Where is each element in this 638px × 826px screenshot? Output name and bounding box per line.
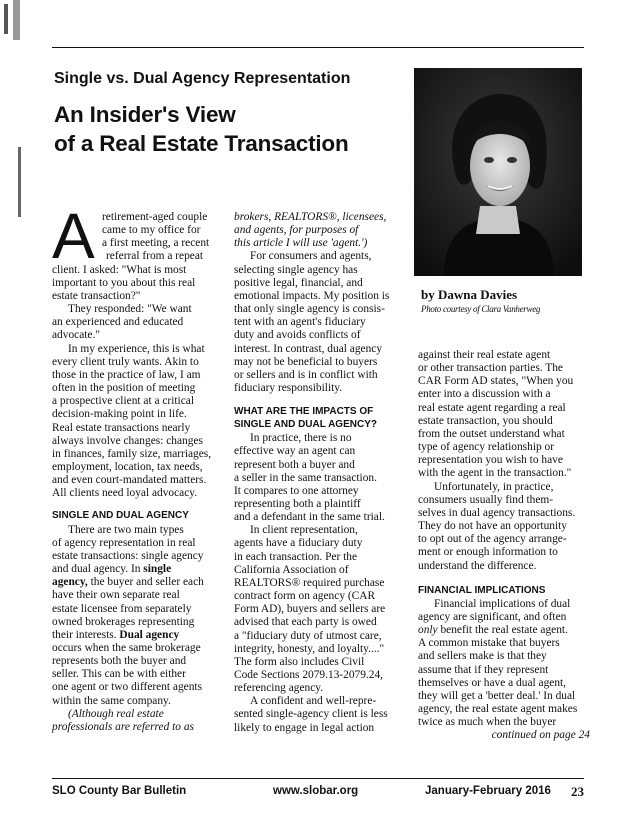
footer-rule — [52, 778, 584, 779]
text-line: important to you about this real — [52, 276, 196, 289]
text-line: effective way an agent can — [234, 445, 356, 458]
text-line: they will get a 'better deal.' In dual — [418, 689, 576, 702]
page-number: 23 — [571, 784, 584, 799]
article-kicker: Single vs. Dual Agency Representation — [54, 70, 351, 87]
text-line: representing both a plaintiff — [234, 497, 361, 510]
text-line: and a defendant in the same trial. — [234, 511, 385, 524]
text-line — [418, 624, 590, 637]
headline-line: of a Real Estate Transaction — [54, 131, 349, 156]
text-line: and sellers make is that they — [418, 650, 547, 663]
footer-publication: SLO County Bar Bulletin — [52, 785, 187, 797]
text-line: twice as much when the buyer — [418, 716, 557, 729]
text-line: In client representation, — [250, 524, 358, 537]
author-byline: by Dawna Davies — [421, 287, 518, 302]
text-line: a first meeting, a recent — [102, 237, 210, 250]
section-subhead: FINANCIAL IMPLICATIONS — [418, 584, 546, 596]
text-line: from the outset understand what — [418, 427, 565, 440]
text-line: It compares to one attorney — [234, 484, 359, 497]
text-line: with the agent in the transaction." — [418, 467, 572, 480]
text-line: assume that if they represent — [418, 663, 549, 676]
text-line: agents have a fiduciary duty — [234, 537, 363, 550]
text-line: ment or enough information to — [418, 546, 558, 559]
text-line: or other transaction parties. The — [418, 362, 563, 375]
section-subhead: SINGLE AND DUAL AGENCY — [52, 510, 189, 522]
text-line: They do not have an opportunity — [418, 520, 567, 533]
text-line: selves in dual agency transactions. — [418, 506, 576, 519]
text-line: fiduciary responsibility. — [234, 382, 343, 395]
scan-margin-mark — [4, 4, 8, 34]
text-line: one agent or two different agents — [52, 681, 203, 694]
text-line: this article I will use 'agent.') — [234, 237, 368, 250]
text-line: owned brokerages representing — [52, 615, 195, 628]
text-line: have their own separate real — [52, 589, 180, 602]
text-line: a prospective client at a critical — [52, 395, 194, 408]
text-line: CAR Form AD states, "When you — [418, 375, 574, 388]
text-line: representation you wish to have — [418, 454, 563, 467]
text-line: A confident and well-repre- — [250, 695, 377, 708]
text-line: All clients need loyal advocacy. — [52, 487, 198, 500]
headline-line: An Insider's View — [54, 102, 236, 127]
text-line: In my experience, this is what — [68, 342, 205, 355]
text-line: themselves or have a dual agent, — [418, 676, 567, 689]
text-line: Unfortunately, in practice, — [434, 480, 554, 493]
text-line: Code Sections 2079.13-2079.24, — [234, 669, 384, 681]
text-line: decision-making point in life. — [52, 408, 187, 421]
scan-margin-mark — [13, 0, 20, 40]
text-line: referencing agency. — [234, 682, 324, 695]
text-line: referral from a repeat — [106, 250, 204, 263]
text-line: estate transaction?" — [52, 289, 141, 302]
column-3 — [418, 349, 590, 743]
text-line: retirement-aged couple — [102, 211, 208, 223]
text-line: positive legal, financial, and — [234, 276, 363, 289]
top-rule — [52, 47, 584, 48]
text-line: Financial implications of dual — [434, 597, 571, 610]
text-line: agency are significant, and often — [418, 610, 567, 623]
continued-note: continued on page 24 — [491, 729, 590, 742]
text-line — [52, 576, 224, 589]
column-1 — [52, 211, 224, 734]
text-line: selecting single agency has — [234, 263, 358, 276]
text-line: likely to engage in legal action — [234, 721, 375, 734]
text-line: of agency representation in real — [52, 536, 196, 549]
text-line: (Although real estate — [68, 707, 164, 720]
text-line: those in the practice of law, I am — [52, 368, 201, 381]
text-line: represents both the buyer and — [52, 655, 187, 668]
text-line: a "fiduciary duty of utmost care, — [234, 629, 382, 642]
text-span: benefit the real estate agent. — [437, 624, 568, 637]
text-line: real estate agent regarding a real — [418, 401, 566, 414]
text-line: A common mistake that buyers — [418, 637, 560, 650]
text-line: came to my office for — [102, 224, 201, 237]
column-2 — [234, 211, 406, 735]
text-line: REALTORS® required purchase — [234, 576, 385, 589]
text-line: understand the difference. — [418, 559, 537, 572]
text-line: The form also includes Civil — [234, 655, 365, 668]
text-line: In practice, there is no — [250, 432, 352, 445]
text-line: emotional impacts. My position is — [234, 289, 390, 302]
text-line — [52, 629, 224, 642]
text-line: They responded: "We want — [68, 303, 192, 316]
text-line: or sellers and is in conflict with — [234, 368, 378, 381]
text-line: interest. In contrast, dual agency — [234, 342, 383, 355]
text-line: There are two main types — [68, 523, 184, 536]
italic-term: only — [418, 624, 438, 637]
text-line: in finances, family size, marriages, — [52, 447, 212, 460]
text-line: to opt out of the agency arrange- — [418, 533, 567, 546]
bold-term: single — [143, 563, 172, 576]
text-line — [52, 563, 224, 576]
text-line: California Association of — [234, 563, 349, 576]
text-span: the buyer and seller each — [87, 576, 204, 589]
text-line: estate transaction, you should — [418, 414, 553, 427]
section-subhead: SINGLE AND DUAL AGENCY? — [234, 419, 377, 431]
text-line: represent both a buyer and — [234, 458, 355, 471]
text-line: against their real estate agent — [418, 349, 551, 361]
bold-term: Dual agency — [119, 628, 180, 641]
scan-margin-mark — [18, 147, 21, 217]
bold-term: agency, — [52, 576, 88, 589]
photo-credit: Photo courtesy of Clara Vanherweg — [421, 304, 541, 314]
text-line: duty and avoids conflicts of — [234, 329, 361, 342]
text-line: sented single-agency client is less — [234, 708, 388, 721]
text-line: Form AD), buyers and sellers are — [234, 603, 386, 616]
text-line: that only single agency is consis- — [234, 303, 385, 316]
text-line: seller. This can be with either — [52, 668, 186, 681]
text-line: always involve changes: changes — [52, 434, 203, 447]
text-line: advised that each party is owed — [234, 616, 377, 629]
text-line: type of agency relationship or — [418, 441, 555, 454]
text-line: enter into a discussion with a — [418, 388, 551, 401]
text-line: in each transaction. Per the — [234, 550, 358, 563]
text-line: tent with an agent's fiduciary — [234, 316, 366, 329]
text-line: For consumers and agents, — [250, 250, 372, 263]
text-line: professionals are referred to as — [52, 720, 194, 733]
footer-website: www.slobar.org — [273, 785, 359, 797]
text-line: and agents, for purposes of — [234, 224, 359, 237]
text-line: client. I asked: "What is most — [52, 263, 187, 276]
text-line: agency, the real estate agent makes — [418, 703, 578, 716]
text-line: every client truly wants. Akin to — [52, 355, 199, 368]
text-line: employment, location, tax needs, — [52, 460, 203, 473]
text-line: a seller in the same transaction. — [234, 471, 377, 484]
text-span: and dual agency. In — [52, 563, 144, 576]
section-subhead: WHAT ARE THE IMPACTS OF — [234, 406, 374, 418]
text-line: within the same company. — [52, 694, 171, 707]
text-line: estate licensee from separately — [52, 602, 192, 615]
text-span: their interests. — [52, 628, 120, 641]
text-line: and even court-mandated matters. — [52, 474, 207, 487]
text-line: occurs when the same brokerage — [52, 642, 201, 654]
article-headline — [54, 100, 349, 158]
text-line: estate transactions: single agency — [52, 549, 204, 562]
drop-cap: A — [52, 200, 95, 272]
text-line: often in the position of meeting — [52, 382, 196, 395]
text-line: may not be beneficial to buyers — [234, 355, 378, 368]
text-line: an experienced and educated — [52, 316, 184, 329]
text-line: advocate." — [52, 329, 100, 342]
author-portrait-image — [414, 68, 582, 276]
footer-issue: January-February 2016 — [425, 785, 551, 797]
text-line: consumers usually find them- — [418, 493, 554, 506]
text-line: brokers, REALTORS®, licensees, — [234, 211, 387, 223]
text-line: Real estate transactions nearly — [52, 421, 191, 434]
author-photo — [414, 68, 582, 276]
text-line: contract form on agency (CAR — [234, 590, 376, 603]
text-line: integrity, honesty, and loyalty...." — [234, 642, 385, 655]
